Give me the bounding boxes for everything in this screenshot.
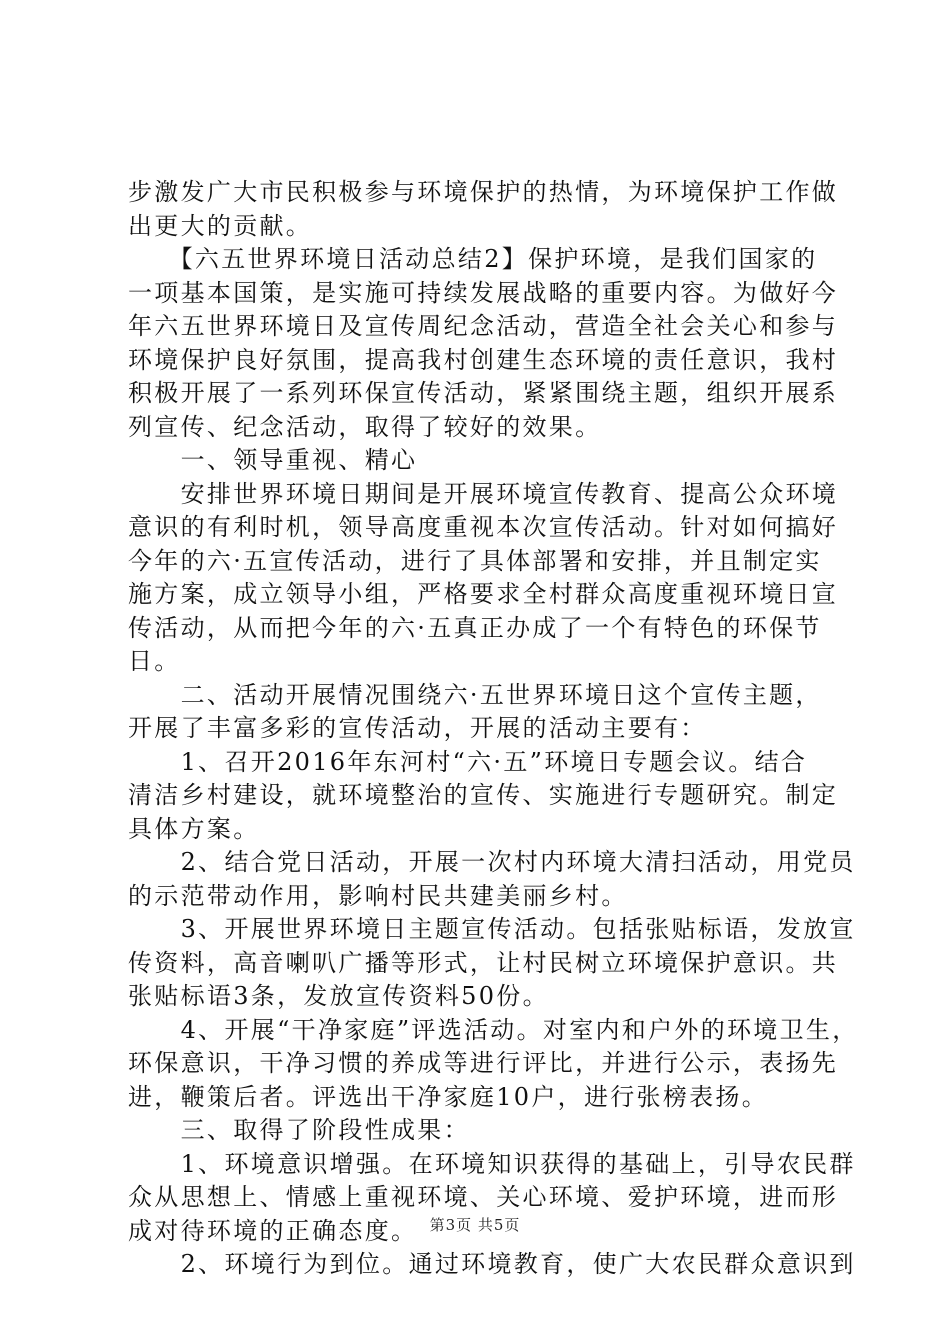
list-item: 4、开展“干净家庭”评选活动。对室内和户外的环境卫生， (128, 1015, 859, 1044)
list-item: 2、环境行为到位。通过环境教育，使广大农民群众意识到 (128, 1250, 856, 1278)
document-body (128, 176, 859, 1282)
list-item: 1、环境意识增强。在环境知识获得的基础上，引导农民群 (128, 1149, 856, 1178)
text-line: 开展了丰富多彩的宣传活动，开展的活动主要有： (128, 714, 707, 742)
text-line: 年六五世界环境日及宣传周纪念活动，营造全社会关心和参与 (128, 312, 839, 340)
text-line: 的示范带动作用，影响村民共建美丽乡村。 (128, 881, 628, 910)
text-line: 出更大的贡献。 (128, 211, 313, 240)
text-line: 成对待环境的正确态度。 (128, 1216, 418, 1245)
text-line: 传活动，从而把今年的六·五真正办成了一个有特色的环保节 (128, 613, 822, 642)
text-line: 清洁乡村建设，就环境整治的宣传、实施进行专题研究。制定 (128, 781, 839, 809)
section-heading: 三、取得了阶段性成果： (128, 1116, 470, 1144)
list-item: 2、结合党日活动，开展一次村内环境大清扫活动，用党员 (128, 848, 856, 876)
list-item: 3、开展世界环境日主题宣传活动。包括张贴标语，发放宣 (128, 915, 856, 943)
text-line: 传资料，高音喇叭广播等形式，让村民树立环境保护意识。共 (128, 948, 839, 977)
text-line: 【六五世界环境日活动总结2】保护环境，是我们国家的 (128, 245, 818, 273)
text-line: 安排世界环境日期间是开展环境宣传教育、提高公众环境 (128, 479, 839, 508)
text-line: 今年的六·五宣传活动，进行了具体部署和安排，并且制定实 (128, 546, 822, 575)
text-line: 施方案，成立领导小组，严格要求全村群众高度重视环境日宣 (128, 580, 839, 608)
text-line: 步激发广大市民积极参与环境保护的热情，为环境保护工作做 (128, 178, 839, 206)
section-heading: 二、活动开展情况围绕六·五世界环境日这个宣传主题， (128, 680, 822, 709)
list-item: 1、召开2016年东河村“六·五”环境日专题会议。结合 (128, 747, 808, 776)
page-footer: 第3页 共5页 (429, 1216, 521, 1234)
section-heading: 一、领导重视、精心 (128, 446, 418, 474)
text-line: 环保意识，干净习惯的养成等进行评比，并进行公示，表扬先 (128, 1049, 839, 1077)
text-line: 众从思想上、情感上重视环境、关心环境、爱护环境，进而形 (128, 1183, 839, 1211)
text-line: 日。 (128, 647, 181, 675)
text-line: 环境保护良好氛围，提高我村创建生态环境的责任意识，我村 (128, 345, 839, 374)
text-line: 列宣传、纪念活动，取得了较好的效果。 (128, 412, 602, 441)
text-line: 进，鞭策后者。评选出干净家庭10户，进行张榜表扬。 (128, 1082, 769, 1111)
text-line: 意识的有利时机，领导高度重视本次宣传活动。针对如何搞好 (128, 513, 839, 541)
text-line: 张贴标语3条，发放宣传资料50份。 (128, 982, 549, 1010)
text-line: 积极开展了一系列环保宣传活动，紧紧围绕主题，组织开展系 (128, 379, 839, 407)
text-line: 一项基本国策，是实施可持续发展战略的重要内容。为做好今 (128, 278, 839, 307)
text-line: 具体方案。 (128, 814, 260, 843)
